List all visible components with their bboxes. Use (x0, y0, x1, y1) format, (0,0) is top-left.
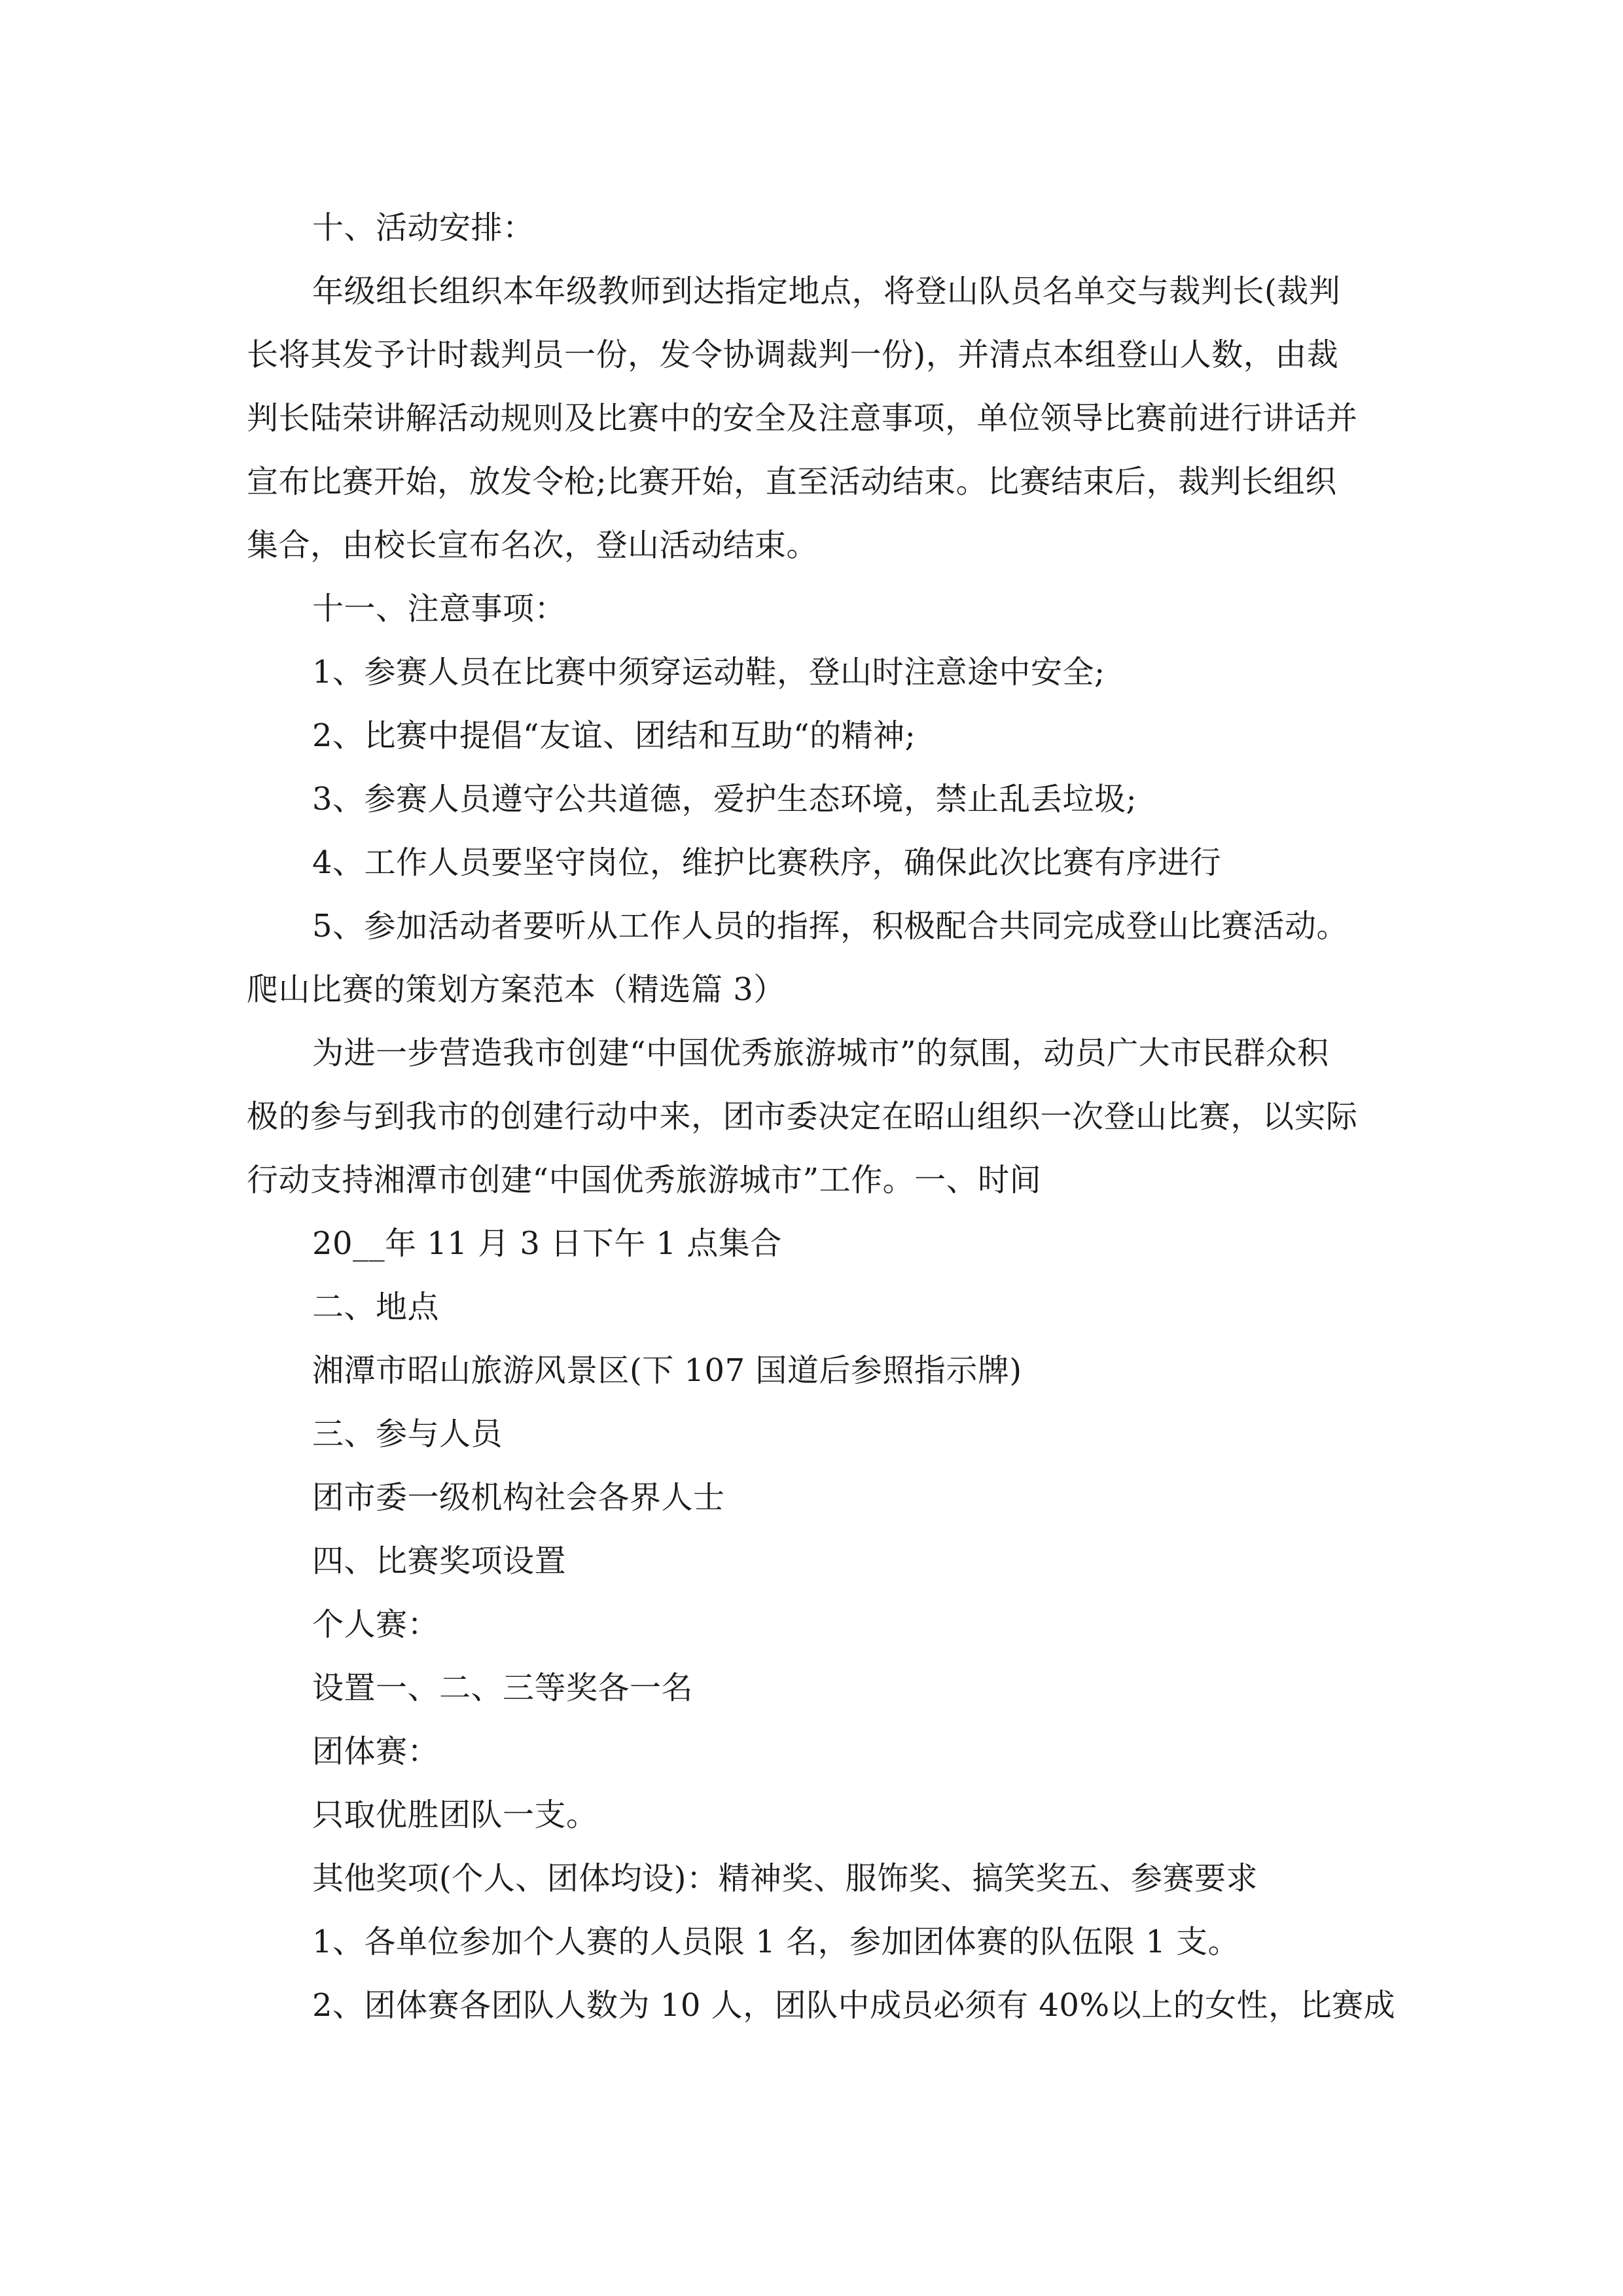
paragraph-line: 20__年 11 月 3 日下午 1 点集合 (312, 1225, 782, 1262)
document-body (247, 196, 1396, 2037)
paragraph-line: 个人赛： (312, 1606, 440, 1643)
paragraph-line: 年级组长组织本年级教师到达指定地点，将登山队员名单交与裁判长(裁判 (312, 273, 1341, 310)
article-title: 爬山比赛的策划方案范本（精选篇 3） (247, 971, 785, 1008)
section-heading-precautions: 十一、注意事项： (312, 590, 567, 627)
paragraph-line: 判长陆荣讲解活动规则及比赛中的安全及注意事项，单位领导比赛前进行讲话并 (247, 400, 1358, 437)
list-item: 2、比赛中提倡“友谊、团结和互助“的精神; (312, 717, 916, 754)
paragraph-line: 团体赛： (312, 1733, 440, 1770)
paragraph-line: 团市委一级机构社会各界人士 (312, 1479, 725, 1516)
section-heading-activity-arrangement: 十、活动安排： (312, 209, 535, 246)
list-item: 4、工作人员要坚守岗位，维护比赛秩序，确保此次比赛有序进行 (312, 844, 1222, 881)
list-item: 1、参赛人员在比赛中须穿运动鞋，登山时注意途中安全; (312, 654, 1105, 691)
paragraph-line: 长将其发予计时裁判员一份，发令协调裁判一份)，并清点本组登山人数，由裁 (247, 336, 1339, 373)
paragraph-line: 只取优胜团队一支。 (312, 1797, 598, 1833)
section-heading-participants: 三、参与人员 (312, 1416, 503, 1452)
section-heading-awards: 四、比赛奖项设置 (312, 1543, 567, 1579)
paragraph-line: 行动支持湘潭市创建“中国优秀旅游城市”工作。一、时间 (247, 1162, 1042, 1198)
list-item: 3、参赛人员遵守公共道德，爱护生态环境，禁止乱丢垃圾; (312, 781, 1137, 817)
paragraph-line: 为进一步营造我市创建“中国优秀旅游城市”的氛围，动员广大市民群众积 (312, 1035, 1329, 1071)
section-heading-location: 二、地点 (312, 1289, 440, 1325)
list-item: 5、参加活动者要听从工作人员的指挥，积极配合共同完成登山比赛活动。 (312, 908, 1349, 944)
list-item: 1、各单位参加个人赛的人员限 1 名，参加团体赛的队伍限 1 支。 (312, 1924, 1240, 1960)
paragraph-line: 设置一、二、三等奖各一名 (312, 1670, 694, 1706)
list-item: 2、团体赛各团队人数为 10 人，团队中成员必须有 40%以上的女性，比赛成 (312, 1987, 1396, 2024)
paragraph-line: 湘潭市昭山旅游风景区(下 107 国道后参照指示牌) (312, 1352, 1022, 1389)
paragraph-line: 集合，由校长宣布名次，登山活动结束。 (247, 527, 819, 564)
paragraph-line: 宣布比赛开始，放发令枪;比赛开始，直至活动结束。比赛结束后，裁判长组织 (247, 463, 1337, 500)
paragraph-line: 极的参与到我市的创建行动中来，团市委决定在昭山组织一次登山比赛，以实际 (247, 1098, 1358, 1135)
paragraph-line: 其他奖项(个人、团体均设)：精神奖、服饰奖、搞笑奖五、参赛要求 (312, 1860, 1258, 1897)
